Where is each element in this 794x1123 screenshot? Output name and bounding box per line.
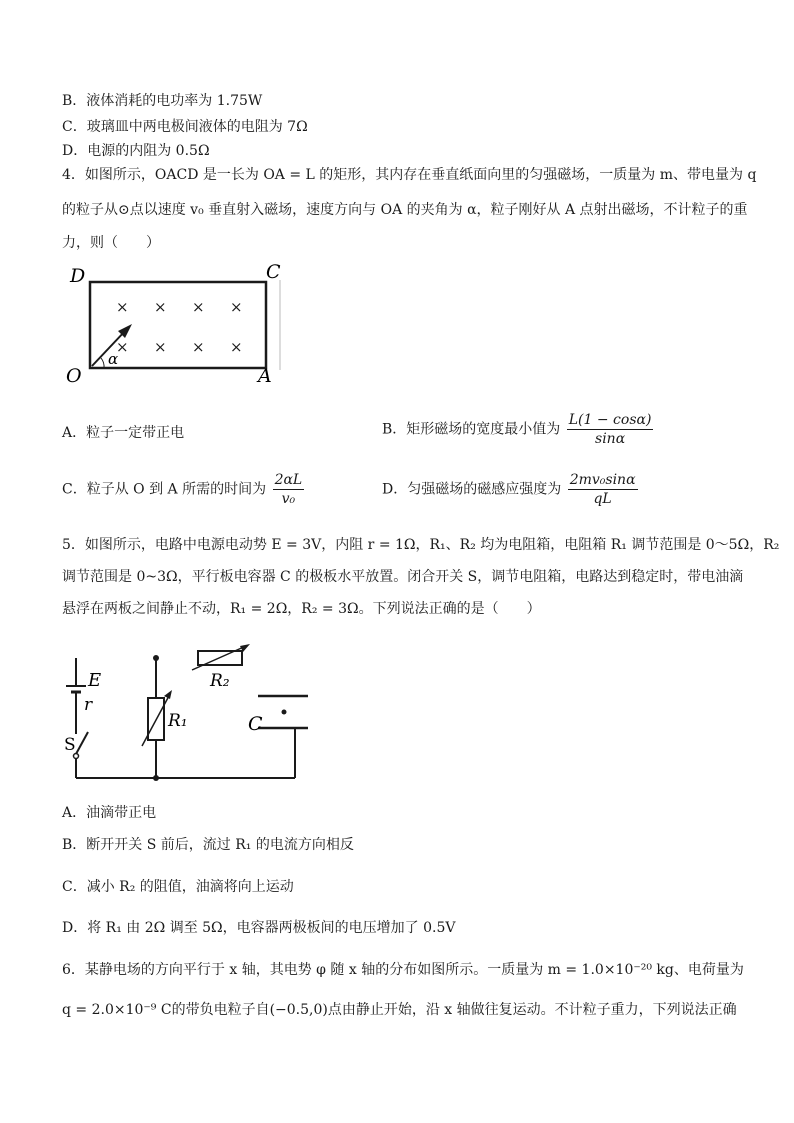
field-cross: × — [154, 298, 167, 316]
field-cross: × — [230, 298, 243, 316]
q4-option-a: A．粒子一定带正电 — [62, 425, 185, 441]
oil-drop — [282, 710, 287, 715]
q3-option-b: B．液体消耗的电功率为 1.75W — [62, 93, 263, 109]
q6-stem-line1: 6．某静电场的方向平行于 x 轴，其电势 φ 随 x 轴的分布如图所示。一质量为 m = 1.0×10⁻²⁰ kg、电荷量为 — [62, 962, 744, 978]
q3-option-d: D．电源的内阻为 0.5Ω — [62, 143, 210, 159]
label-o: O — [66, 365, 82, 387]
field-cross: × — [116, 298, 129, 316]
q4-option-c — [62, 472, 304, 507]
label-a: A — [258, 365, 272, 387]
q4-magnetic-field-figure — [60, 258, 300, 388]
junction-dot — [153, 775, 159, 781]
fraction-denominator: sinα — [595, 431, 626, 447]
q4-option-c-text: C．粒子从 O 到 A 所需的时间为 — [62, 481, 267, 498]
label-r: r — [84, 695, 93, 715]
label-alpha: α — [108, 350, 119, 368]
q5-option-c: C．减小 R₂ 的阻值，油滴将向上运动 — [62, 879, 294, 895]
label-c: C — [248, 713, 263, 735]
q5-option-d: D．将 R₁ 由 2Ω 调至 5Ω，电容器两极板间的电压增加了 0.5V — [62, 920, 456, 936]
q4-option-b-text: B．矩形磁场的宽度最小值为 — [382, 421, 561, 438]
field-cross: × — [154, 338, 167, 356]
fraction-denominator: qL — [593, 491, 612, 507]
q5-option-a: A．油滴带正电 — [62, 805, 157, 821]
q4-option-d-text: D．匀强磁场的磁感应强度为 — [382, 481, 562, 498]
angle-arc — [101, 358, 104, 368]
q5-stem-line3: 悬浮在两板之间静止不动，R₁ = 2Ω，R₂ = 3Ω。下列说法正确的是（ ） — [62, 601, 541, 617]
q5-circuit-figure — [60, 646, 320, 796]
switch-blade — [76, 732, 88, 754]
q4-option-b — [382, 412, 653, 447]
q3-option-c: C．玻璃皿中两电极间液体的电阻为 7Ω — [62, 119, 308, 135]
label-s: S — [64, 735, 76, 755]
field-cross: × — [192, 298, 205, 316]
q5-stem-line2: 调节范围是 0~3Ω，平行板电容器 C 的极板水平放置。闭合开关 S，调节电阻箱，电路达到稳定时，带电油滴 — [62, 569, 744, 585]
fraction-numerator: 2αL — [274, 472, 303, 488]
junction-dot — [153, 655, 159, 661]
field-cross: × — [230, 338, 243, 356]
q5-stem-line1: 5．如图所示，电路中电源电动势 E = 3V，内阻 r = 1Ω，R₁、R₂ 均为电阻箱，电阻箱 R₁ 调节范围是 0～5Ω，R₂ — [62, 537, 780, 553]
label-e: E — [88, 670, 102, 691]
fraction-numerator: 2mv₀sinα — [569, 472, 636, 488]
q5-option-b: B．断开开关 S 前后，流过 R₁ 的电流方向相反 — [62, 837, 354, 853]
label-r1: R₁ — [168, 711, 188, 731]
q4-option-d-fraction — [568, 472, 638, 507]
fraction-denominator: v₀ — [281, 491, 296, 507]
q4-stem-line3: 力，则（ ） — [62, 235, 160, 251]
q6-stem-line2: q = 2.0×10⁻⁹ C的带负电粒子自(−0.5,0)点由静止开始，沿 x 轴做往复运动。不计粒子重力，下列说法正确 — [62, 1002, 737, 1018]
field-cross: × — [192, 338, 205, 356]
label-c: C — [266, 261, 281, 283]
q4-option-d — [382, 472, 638, 507]
q4-stem-line1: 4．如图所示，OACD 是一长为 OA = L 的矩形，其内存在垂直纸面向里的匀强磁场，一质量为 m、带电量为 q — [62, 167, 757, 183]
q4-option-c-fraction — [273, 472, 305, 507]
q4-stem-line2: 的粒子从⊙点以速度 v₀ 垂直射入磁场，速度方向与 OA 的夹角为 α，粒子刚好从 A 点射出磁场，不计粒子的重 — [62, 202, 748, 218]
field-cross: × — [116, 338, 129, 356]
label-r2: R₂ — [210, 671, 230, 691]
q4-option-b-fraction — [567, 412, 654, 447]
fraction-numerator: L(1 − cosα) — [568, 412, 652, 428]
label-d: D — [70, 265, 86, 287]
